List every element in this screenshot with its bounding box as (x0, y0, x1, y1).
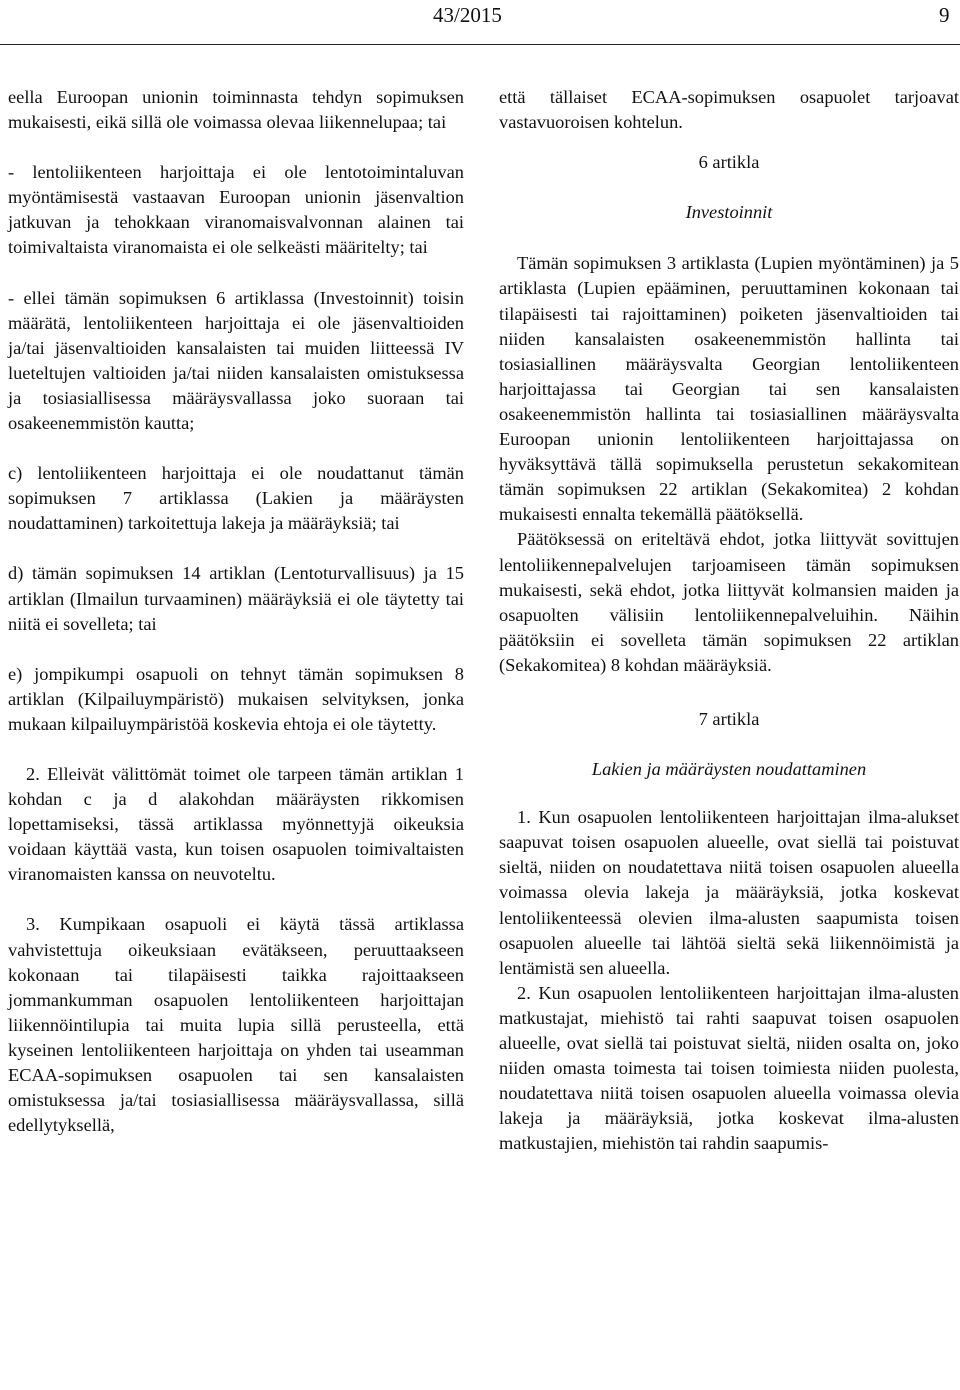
paragraph: 3. Kumpikaan osapuoli ei käytä tässä artiklassa vahvistettuja oikeuksiaan evätäkseen, peruuttaakseen kokonaan tai tilapäisesti taikka rajoittaakseen jommankumman osapuolen lentoliikenteen harjoittajan liikennöintilupia tai muita lupia sillä perusteella, että kyseinen lentoliikenteen harjoittaja on yhden tai useamman ECAA-sopimuksen osapuolen tai sen kansalaisten omistuksessa ja/tai tosiasiallisessa määräysvallassa, sillä edellytyksellä, (8, 914, 464, 1136)
paragraph: 1. Kun osapuolen lentoliikenteen harjoittajan ilma-alukset saapuvat toisen osapuolen alueelle, ovat siellä tai poistuvat sieltä, niiden on noudatettava niitä toisen osapuolen alueella voimassa olevia lakeja ja määräyksiä, jotka koskevat lentoliikenteessä olevien ilma-alusten saapumista toisen osapuolen alueelle tai lähtöä sieltä sekä liikennöimistä ja lentämistä sen alueella. (499, 807, 959, 978)
list-item: e) jompikumpi osapuoli on tehnyt tämän sopimuksen 8 artiklan (Kilpailuympäristö) mukaisen selvityksen, jonka mukaan kilpailuympäristöä koskevia ehtoja ei ole täytetty. (8, 663, 464, 734)
paragraph: Tämän sopimuksen 3 artiklasta (Lupien myöntäminen) ja 5 artiklasta (Lupien epääminen, peruuttaminen kokonaan tai tilapäisesti tai rajoittaminen) poiketen jäsenvaltioiden tai niiden kansalaisten osakeenemmistön hallinta tai tosiasiallinen määräysvalta Georgian lentoliikenteen harjoittajassa tai Georgian tai sen kansalaisten osakeenemmistön hallinta tai tosiasiallinen määräysvalta Euroopan unionin lentoliikenteen harjoittajassa on hyväksyttävä tällä sopimuksella perustetun sekakomitean tämän sopimuksen 22 artiklan (Sekakomitea) 2 kohdan mukaisesti ennalta tekemällä päätöksellä. (499, 253, 959, 525)
paragraph: että tällaiset ECAA-sopimuksen osapuolet tarjoavat vastavuoroisen kohtelun. (499, 87, 959, 133)
left-column (8, 85, 464, 1138)
paragraph: eella Euroopan unionin toiminnasta tehdyn sopimuksen mukaisesti, eikä sillä ole voimassa olevaa liikennelupaa; tai (8, 87, 464, 133)
paragraph: 2. Elleivät välittömät toimet ole tarpeen tämän artiklan 1 kohdan c ja d alakohdan määräysten rikkomisen lopettamiseksi, tässä artiklassa myönnettyjä oikeuksia voidaan käyttää vasta, kun toisen osapuolen toimivaltaisten viranomaisten kanssa on neuvoteltu. (8, 763, 464, 885)
page-header (0, 0, 960, 45)
list-item: - ellei tämän sopimuksen 6 artiklassa (Investoinnit) toisin määrätä, lentoliikenteen harjoittaja ei ole jäsenvaltioiden ja/tai jäsenvaltioiden kansalaisten tai muiden liitteessä IV lueteltujen valtioiden ja/tai niiden kansalaisten omistuksessa ja tosiasiallisessa määräysvallassa joko suoraan tai osakeenemmistön kautta; (8, 287, 464, 434)
article-title: Lakien ja määräysten noudattaminen (591, 759, 867, 780)
paragraph: Päätöksessä on eriteltävä ehdot, jotka liittyvät sovittujen lentoliikennepalvelujen tarjoamiseen tämän sopimuksen mukaisesti, sekä ehdot, jotka liittyvät kolmansien maiden ja osapuolten välisiin lentoliikennepalveluihin. Näihin päätöksiin ei sovelleta tämän sopimuksen 22 artiklan (Sekakomitea) 8 kohdan määräyksiä. (499, 529, 959, 675)
page-number: 9 (939, 3, 950, 27)
list-item: - lentoliikenteen harjoittaja ei ole lentotoimintaluvan myöntämisestä vastaavan Euroopan unionin jäsenvaltion jatkuvan ja tehokkaan viranomaisvalvonnan alainen tai toimivaltaista viranomaista ei ole selkeästi määritelty; tai (8, 162, 464, 258)
article-title: Investoinnit (685, 202, 773, 223)
paragraph: 2. Kun osapuolen lentoliikenteen harjoittajan ilma-alusten matkustajat, miehistö tai rahti saapuvat toisen osapuolen alueelle, ovat siellä tai poistuvat sieltä, niiden osalta on, joko niiden omasta toimesta tai toisen toimiesta niiden puolesta, noudatettava niitä toisen osapuolen alueella voimassa olevia lakeja ja määräyksiä, jotka koskevat ilma-alusten matkustajien, miehistön tai rahdin saapumis- (499, 982, 959, 1154)
list-item: c) lentoliikenteen harjoittaja ei ole noudattanut tämän sopimuksen 7 artiklassa (Lakien ja määräysten noudattaminen) tarkoitettuja lakeja ja määräyksiä; tai (8, 463, 464, 534)
list-item: d) tämän sopimuksen 14 artiklan (Lentoturvallisuus) ja 15 artiklan (Ilmailun turvaaminen) määräyksiä ei ole täytetty tai niitä ei sovelleta; tai (8, 563, 464, 634)
right-column (499, 85, 959, 1156)
article-heading: 7 artikla (698, 708, 760, 729)
issue-number: 43/2015 (433, 3, 502, 27)
article-heading: 6 artikla (698, 152, 760, 173)
